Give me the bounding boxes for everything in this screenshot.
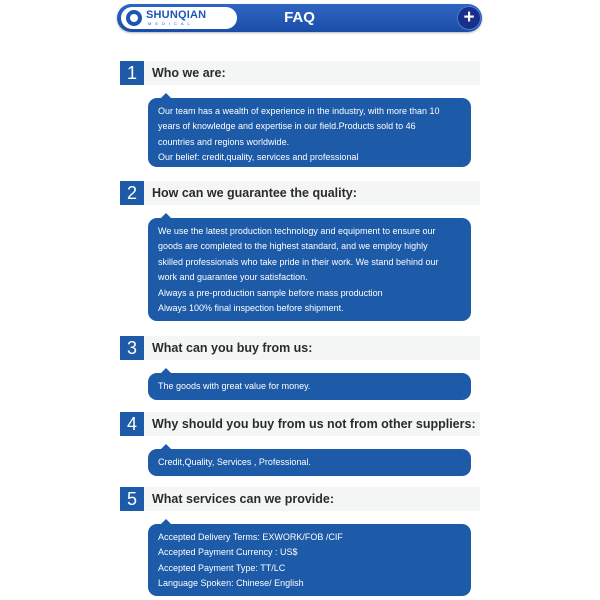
question-text: What services can we provide: bbox=[152, 492, 335, 506]
answer-line: Our belief: credit,quality, services and professional bbox=[158, 152, 359, 163]
answer-line: Always 100% final inspection before shipment. bbox=[158, 303, 344, 314]
brand-name: SHUNQIAN bbox=[146, 9, 207, 21]
answer-line: We use the latest production technology and equipment to ensure our bbox=[158, 226, 436, 236]
answer-line: The goods with great value for money. bbox=[158, 381, 311, 391]
answer-line: Accepted Payment Type: TT/LC bbox=[158, 562, 286, 573]
question-row bbox=[120, 181, 480, 205]
brand-subtitle: MEDICAL bbox=[148, 21, 194, 26]
question-number: 4 bbox=[120, 412, 144, 436]
question-number: 5 bbox=[120, 487, 144, 511]
answer-line: skilled professionals who take pride in their work. We stand behind our bbox=[158, 256, 439, 267]
answer-box bbox=[148, 218, 471, 321]
question-text: How can we guarantee the quality: bbox=[152, 186, 357, 200]
answer-line: work and guarantee your satisfaction. bbox=[158, 272, 308, 283]
question-text: What can you buy from us: bbox=[152, 341, 313, 355]
answer-line: Accepted Payment Currency : US$ bbox=[158, 547, 298, 558]
answer-line: Credit,Quality, Services , Professional. bbox=[158, 457, 311, 467]
question-row bbox=[120, 412, 480, 436]
answer-box bbox=[148, 524, 471, 596]
question-row bbox=[120, 61, 480, 85]
faq-banner bbox=[117, 4, 482, 32]
answer-line: Our team has a wealth of experience in the industry, with more than 10 bbox=[158, 106, 440, 116]
answer-box bbox=[148, 373, 471, 400]
answer-line: Accepted Delivery Terms: EXWORK/FOB /CIF bbox=[158, 532, 343, 542]
question-row bbox=[120, 487, 480, 511]
answer-line: years of knowledge and expertise in our field.Products sold to 46 bbox=[158, 121, 416, 132]
question-text: Why should you buy from us not from other suppliers: bbox=[152, 417, 476, 431]
answer-line: goods are completed to the highest standard, and we employ highly bbox=[158, 241, 428, 252]
answer-line: Always a pre-production sample before mass production bbox=[158, 287, 383, 298]
question-number: 3 bbox=[120, 336, 144, 360]
answer-box bbox=[148, 98, 471, 167]
question-row bbox=[120, 336, 480, 360]
question-number: 2 bbox=[120, 181, 144, 205]
answer-line: Language Spoken: Chinese/ English bbox=[158, 578, 304, 589]
question-text: Who we are: bbox=[152, 66, 226, 80]
page-title: FAQ bbox=[284, 9, 315, 26]
answer-box bbox=[148, 449, 471, 476]
question-number: 1 bbox=[120, 61, 144, 85]
answer-line: countries and regions worldwide. bbox=[158, 136, 290, 147]
plus-button[interactable]: + bbox=[457, 6, 481, 30]
